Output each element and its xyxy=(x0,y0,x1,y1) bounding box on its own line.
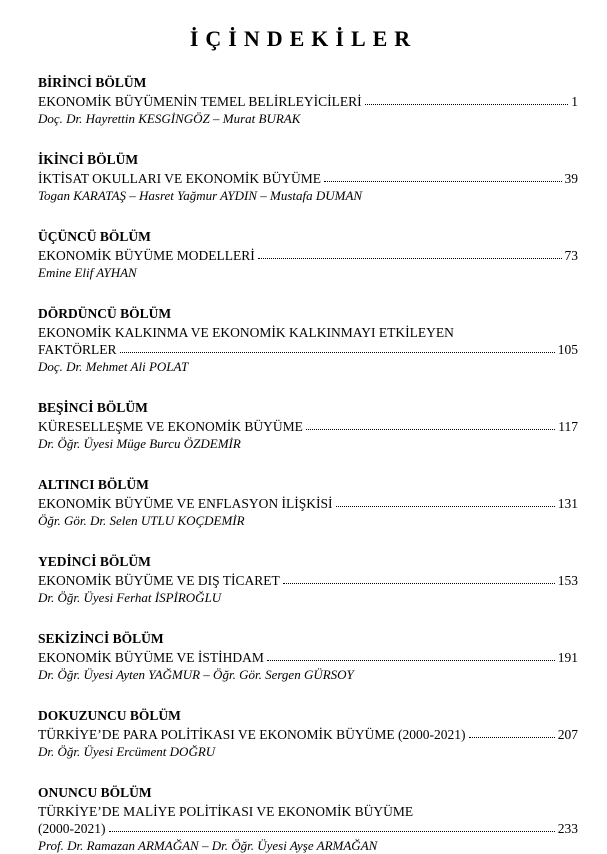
chapter-label: DÖRDÜNCÜ BÖLÜM xyxy=(38,306,172,321)
chapter-authors: Prof. Dr. Ramazan ARMAĞAN – Dr. Öğr. Üyesi Ayşe ARMAĞAN xyxy=(38,838,378,853)
chapter-label: YEDİNCİ BÖLÜM xyxy=(38,554,151,569)
toc-entry xyxy=(38,151,578,204)
chapter-title: EKONOMİK BÜYÜME VE DIŞ TİCARET xyxy=(38,573,280,588)
chapter-title-line: EKONOMİK KALKINMA VE EKONOMİK KALKINMAYI ETKİLEYEN xyxy=(38,325,454,340)
dot-leader xyxy=(258,248,562,260)
toc-entry xyxy=(38,707,578,760)
toc-entry xyxy=(38,74,578,127)
chapter-title-line: TÜRKİYE’DE MALİYE POLİTİKASI VE EKONOMİK BÜYÜME xyxy=(38,804,414,819)
toc-line[interactable] xyxy=(38,93,578,110)
dot-leader xyxy=(306,419,555,431)
dot-leader xyxy=(120,342,555,354)
chapter-authors: Dr. Öğr. Üyesi Ercüment DOĞRU xyxy=(38,744,216,759)
chapter-label: ALTINCI BÖLÜM xyxy=(38,477,149,492)
chapter-title: EKONOMİK BÜYÜMENİN TEMEL BELİRLEYİCİLERİ xyxy=(38,94,362,109)
page-title: İÇİNDEKİLER xyxy=(189,26,418,51)
chapter-label: İKİNCİ BÖLÜM xyxy=(38,152,139,167)
toc-line[interactable] xyxy=(38,341,578,358)
dot-leader xyxy=(324,171,562,183)
page-number: 1 xyxy=(571,94,578,109)
toc-line[interactable] xyxy=(38,572,578,589)
toc-line[interactable] xyxy=(38,247,578,264)
dot-leader xyxy=(283,573,555,585)
chapter-authors: Dr. Öğr. Üyesi Ayten YAĞMUR – Öğr. Gör. Sergen GÜRSOY xyxy=(38,667,354,682)
chapter-label: SEKİZİNCİ BÖLÜM xyxy=(38,631,164,646)
chapter-label: BİRİNCİ BÖLÜM xyxy=(38,75,147,90)
chapter-authors: Togan KARATAŞ – Hasret Yağmur AYDIN – Mustafa DUMAN xyxy=(38,188,363,203)
dot-leader xyxy=(336,496,555,508)
chapter-label: DOKUZUNCU BÖLÜM xyxy=(38,708,181,723)
toc-line[interactable] xyxy=(38,726,578,743)
dot-leader xyxy=(469,727,555,739)
toc-line[interactable] xyxy=(38,418,578,435)
chapter-title: (2000-2021) xyxy=(38,821,106,836)
page-number: 233 xyxy=(557,821,578,836)
chapter-title: TÜRKİYE’DE PARA POLİTİKASI VE EKONOMİK BÜYÜME (2000-2021) xyxy=(38,727,466,742)
toc-list xyxy=(38,74,578,854)
chapter-title: EKONOMİK BÜYÜME VE İSTİHDAM xyxy=(38,650,264,665)
chapter-title: EKONOMİK BÜYÜME VE ENFLASYON İLİŞKİSİ xyxy=(38,496,333,511)
toc-line[interactable] xyxy=(38,170,578,187)
page-number: 117 xyxy=(558,419,578,434)
toc-line[interactable] xyxy=(38,495,578,512)
page-number: 73 xyxy=(564,248,578,263)
chapter-title: KÜRESELLEŞME VE EKONOMİK BÜYÜME xyxy=(38,419,303,434)
chapter-authors: Doç. Dr. Mehmet Ali POLAT xyxy=(38,359,189,374)
page-number: 39 xyxy=(564,171,578,186)
dot-leader xyxy=(267,650,555,662)
toc-entry xyxy=(38,476,578,529)
toc-entry xyxy=(38,228,578,281)
page-number: 105 xyxy=(557,342,578,357)
chapter-authors: Dr. Öğr. Üyesi Ferhat İSPİROĞLU xyxy=(38,590,222,605)
chapter-label: BEŞİNCİ BÖLÜM xyxy=(38,400,148,415)
toc-line[interactable] xyxy=(38,820,578,837)
chapter-authors: Dr. Öğr. Üyesi Müge Burcu ÖZDEMİR xyxy=(38,436,241,451)
chapter-title: FAKTÖRLER xyxy=(38,342,117,357)
page-number: 153 xyxy=(557,573,578,588)
page-number: 207 xyxy=(557,727,578,742)
chapter-label: ONUNCU BÖLÜM xyxy=(38,785,152,800)
dot-leader xyxy=(109,821,555,833)
dot-leader xyxy=(365,94,569,106)
page-number: 191 xyxy=(557,650,578,665)
page-number: 131 xyxy=(557,496,578,511)
toc-entry xyxy=(38,305,578,375)
chapter-label: ÜÇÜNCÜ BÖLÜM xyxy=(38,229,151,244)
chapter-authors: Emine Elif AYHAN xyxy=(38,265,137,280)
chapter-title: EKONOMİK BÜYÜME MODELLERİ xyxy=(38,248,255,263)
toc-entry xyxy=(38,784,578,854)
toc-entry xyxy=(38,399,578,452)
chapter-title: İKTİSAT OKULLARI VE EKONOMİK BÜYÜME xyxy=(38,171,321,186)
toc-entry xyxy=(38,553,578,606)
toc-line[interactable] xyxy=(38,649,578,666)
chapter-authors: Öğr. Gör. Dr. Selen UTLU KOÇDEMİR xyxy=(38,513,245,528)
chapter-authors: Doç. Dr. Hayrettin KESGİNGÖZ – Murat BURAK xyxy=(38,111,301,126)
toc-entry xyxy=(38,630,578,683)
